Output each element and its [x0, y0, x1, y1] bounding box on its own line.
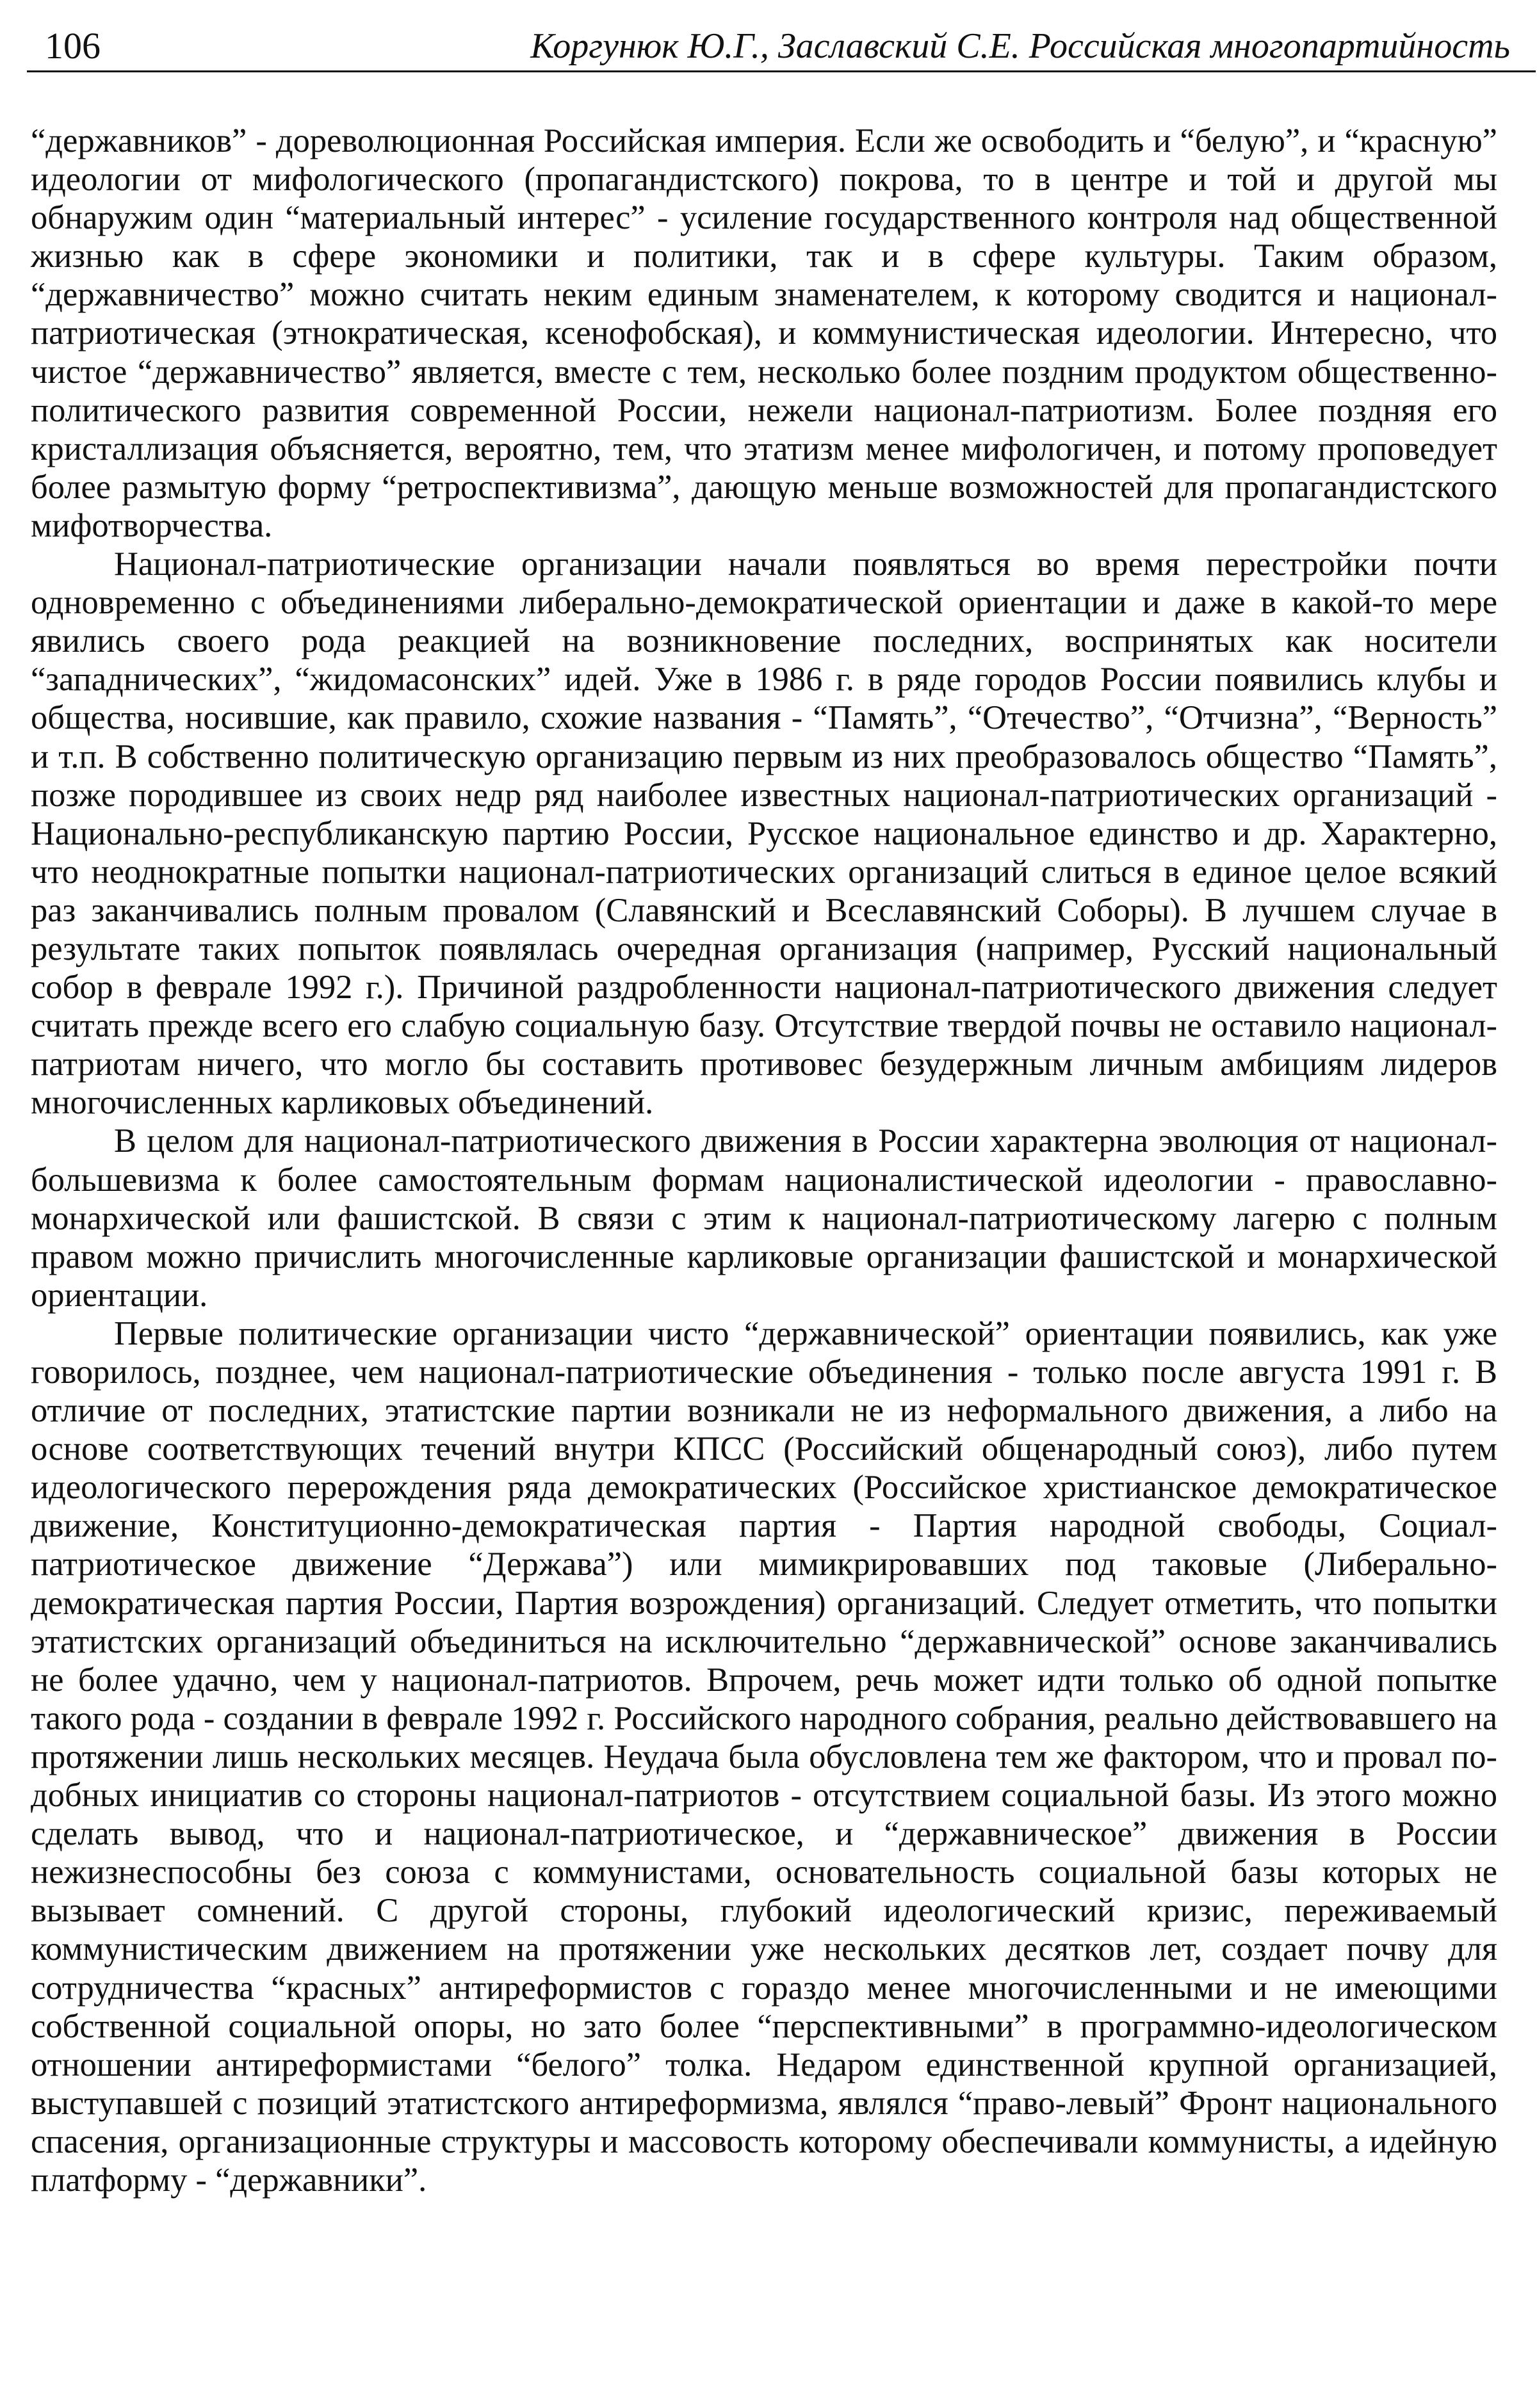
- paragraph: В целом для национал-патриотического движения в России характерна эволюция от национал-большевизма к более самостоятельным формам националистической идеологии - православно-монархической или фашистской. В связи с этим к национал-патриотическому лагерю с полным правом можно причислить многочисленные карликовые организации фашистской и монархической ориентации.: [31, 1122, 1497, 1314]
- page-number: 106: [45, 25, 101, 67]
- page-header: [27, 26, 1536, 72]
- paragraph: “державников” - дореволюционная Российская империя. Если же освободить и “белую”, и “красную” идеологии от мифологического (пропагандистского) покрова, то в центре и той и другой мы обнаружим один “материальный интерес” - усиление государственного контроля над общественной жизнью как в сфере экономики и политики, так и в сфере культуры. Таким образом, “державничество” можно считать неким единым знаменателем, к которому сводится и национал-патриотическая (этнократическая, ксенофобская), и коммунистическая идеологии. Интересно, что чистое “державничество” является, вместе с тем, несколько более поздним продуктом общественно-политического развития современной России, нежели национал-патриотизм. Более поздняя его кристаллизация объясняется, вероятно, тем, что этатизм менее мифологичен, и потому проповедует более размытую форму “ретроспективизма”, дающую меньше возможностей для пропагандистского мифотворчества.: [31, 122, 1497, 544]
- paragraph: Национал-патриотические организации начали появляться во время перестройки почти одновременно с объединениями либерально-демократической ориентации и даже в какой-то мере явились своего рода реакцией на возникновение последних, воспринятых как носители “западнических”, “жидомасонских” идей. Уже в 1986 г. в ряде городов России появились клубы и общества, носившие, как правило, схожие названия - “Память”, “Отечество”, “Отчизна”, “Верность” и т.п. В собственно политическую организацию первым из них преобразовалось общество “Память”, позже породившее из своих недр ряд наиболее известных национал-патриотических организаций - Национально-республиканскую партию России, Русское национальное единство и др. Характерно, что неоднократные попытки национал-патриотических организаций слиться в единое целое всякий раз заканчивались полным провалом (Славянский и Всеславянский Соборы). В лучшем случае в результате таких попыток появлялась очередная организация (например, Русский национальный собор в феврале 1992 г.). Причиной раздробленности национал-патриотического движения следует считать прежде всего его слабую социальную базу. Отсутствие твердой почвы не оставило национал-патриотам ничего, что могло бы составить противовес безудержным личным амбициям лидеров многочисленных карликовых объединений.: [31, 545, 1497, 1122]
- running-title: Коргунюк Ю.Г., Заславский С.Е. Российская многопартийность: [530, 26, 1510, 66]
- paragraph: Первые политические организации чисто “державнической” ориентации появились, как уже говорилось, позднее, чем национал-патриотические объединения - только после августа 1991 г. В отличие от последних, этатистские партии возникали не из неформального движения, а либо на основе соответствующих течений внутри КПСС (Российский общенародный союз), либо путем идеологического перерождения ряда демократических (Российское христианское демократическое движение, Конституционно-демократическая партия - Партия народной свободы, Социал-патриотическое движение “Держава”) или мимикрировавших под таковые (Либерально-демократическая партия России, Партия возрождения) организаций. Следует отметить, что попытки этатистских организаций объединиться на исключительно “державнической” основе заканчивались не более удачно, чем у национал-патриотов. Впрочем, речь может идти только об одной попытке такого рода - создании в феврале 1992 г. Российского народного собрания, реально действовавшего на протяжении лишь нескольких месяцев. Неудача была обусловлена тем же фактором, что и провал подобных инициатив со стороны национал-патриотов - отсутствием социальной базы. Из этого можно сделать вывод, что и национал-патриотическое, и “державническое” движения в России нежизнеспособны без союза с коммунистами, основательность социальной базы которых не вызывает сомнений. С другой стороны, глубокий идеологический кризис, переживаемый коммунистическим движением на протяжении уже нескольких десятков лет, создает почву для сотрудничества “красных” антиреформистов с гораздо менее многочисленными и не имеющими собственной социальной опоры, но зато более “перспективными” в программно-идеологическом отношении антиреформистами “белого” толка. Недаром единственной крупной организацией, выступавшей с позиций этатистского антиреформизма, являлся “право-левый” Фронт национального спасения, организационные структуры и массовость которому обеспечивали коммунисты, а идейную платформу - “державники”.: [31, 1314, 1497, 2199]
- body-text: [31, 122, 1497, 2199]
